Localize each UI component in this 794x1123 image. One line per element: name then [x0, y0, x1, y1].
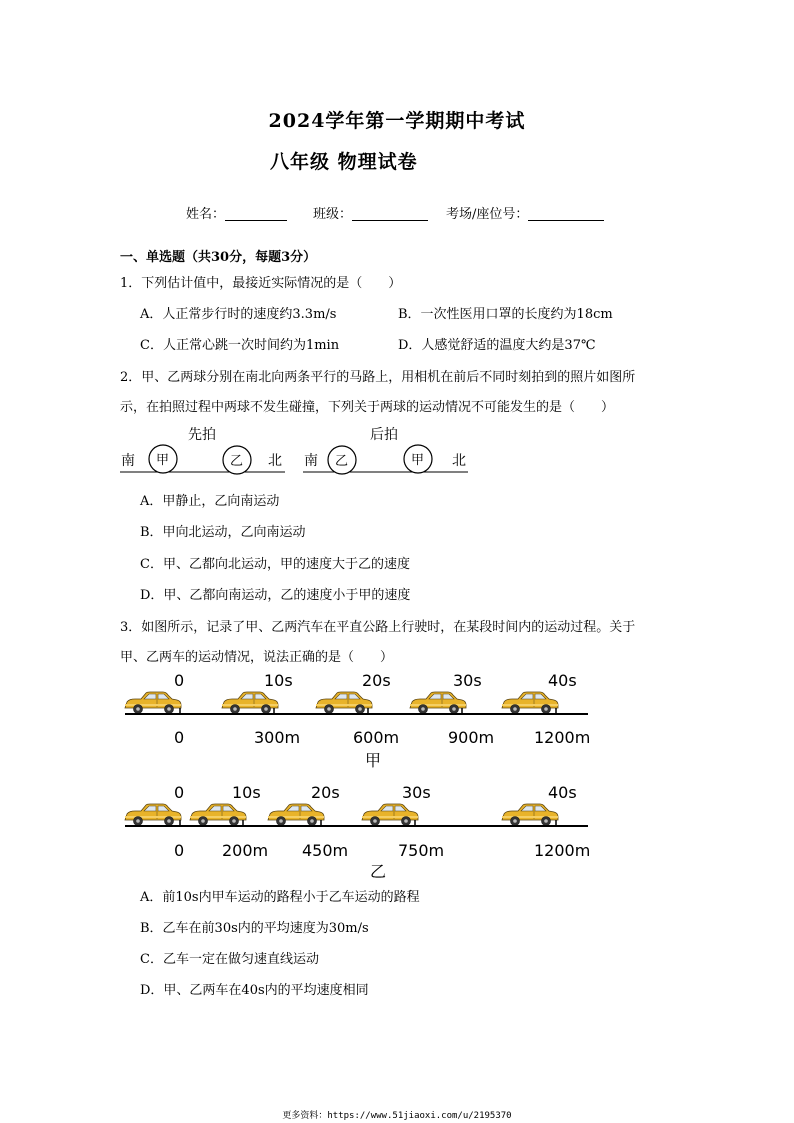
jia-car-20s	[316, 692, 372, 714]
jia-dist-1200m: 1200m	[534, 728, 591, 747]
jia-car-0	[125, 692, 181, 714]
class-label: 班级：	[313, 207, 353, 222]
q3-cars-figure	[0, 665, 794, 880]
second-photo-label: 后拍	[370, 427, 398, 443]
second-photo-north: 北	[452, 453, 466, 469]
second-photo-south: 南	[304, 453, 318, 469]
question-2-line2: 示，在拍照过程中两球不发生碰撞，下列关于两球的运动情况不可能发生的是（ ）	[120, 400, 615, 415]
q3-option-b[interactable]: B．乙车在前30s内的平均速度为30m/s	[140, 921, 369, 936]
jia-car-10s	[222, 692, 278, 714]
jia-dist-0: 0	[174, 728, 185, 747]
jia-dist-900m: 900m	[448, 728, 495, 747]
q2-option-a[interactable]: A．甲静止，乙向南运动	[140, 494, 280, 509]
footer-link[interactable]: 更多资料：https://www.51jiaoxi.com/u/2195370	[282, 1111, 512, 1121]
yi-dist-200m: 200m	[222, 841, 269, 860]
name-blank[interactable]	[225, 206, 287, 221]
jia-label: 甲	[365, 751, 382, 770]
yi-dist-0: 0	[174, 841, 185, 860]
class-field[interactable]	[313, 203, 428, 222]
yi-time-30s: 30s	[402, 783, 431, 802]
q2-option-b[interactable]: B．甲向北运动，乙向南运动	[140, 525, 306, 540]
yi-car-0	[125, 804, 181, 826]
yi-row	[125, 783, 590, 880]
q1-option-c[interactable]: C．人正常心跳一次时间约为1min	[140, 338, 340, 353]
yi-car-40s	[502, 804, 558, 826]
seat-field[interactable]	[446, 203, 604, 222]
exam-title: 2024学年第一学期期中考试	[268, 110, 526, 132]
jia-time-10s: 10s	[264, 671, 293, 690]
section-heading: 一、单选题（共30分，每题3分）	[120, 250, 317, 265]
name-field[interactable]	[186, 203, 287, 222]
jia-time-40s: 40s	[548, 671, 577, 690]
jia-car-30s	[410, 692, 466, 714]
jia-dist-300m: 300m	[254, 728, 301, 747]
class-blank[interactable]	[352, 206, 428, 221]
yi-dist-450m: 450m	[302, 841, 349, 860]
jia-car-40s	[502, 692, 558, 714]
yi-dist-750m: 750m	[398, 841, 445, 860]
yi-time-40s: 40s	[548, 783, 577, 802]
seat-label: 考场/座位号：	[446, 207, 529, 222]
jia-time-30s: 30s	[453, 671, 482, 690]
first-photo-ball-jia-text: 甲	[156, 453, 170, 468]
q3-option-a[interactable]: A．前10s内甲车运动的路程小于乙车运动的路程	[140, 890, 420, 905]
exam-subtitle: 八年级 物理试卷	[270, 151, 418, 173]
yi-label: 乙	[370, 862, 387, 880]
yi-dist-1200m: 1200m	[534, 841, 591, 860]
jia-dist-600m: 600m	[353, 728, 400, 747]
seat-blank[interactable]	[528, 206, 604, 221]
q2-balls-figure	[0, 420, 794, 480]
first-photo-label: 先拍	[188, 427, 216, 443]
yi-time-10s: 10s	[232, 783, 261, 802]
q1-option-b[interactable]: B．一次性医用口罩的长度约为18cm	[398, 307, 613, 322]
first-photo-south: 南	[121, 453, 135, 469]
question-2-line1: 2．甲、乙两球分别在南北向两条平行的马路上，用相机在前后不同时刻拍到的照片如图所	[120, 370, 636, 385]
question-3-line1: 3．如图所示，记录了甲、乙两汽车在平直公路上行驶时，在某段时间内的运动过程。关于	[120, 620, 636, 635]
q3-option-d[interactable]: D．甲、乙两车在40s内的平均速度相同	[140, 983, 369, 998]
yi-time-20s: 20s	[311, 783, 340, 802]
q1-option-d[interactable]: D．人感觉舒适的温度大约是37℃	[398, 338, 596, 353]
q3-option-c[interactable]: C．乙车一定在做匀速直线运动	[140, 952, 319, 967]
name-label: 姓名：	[186, 207, 226, 222]
q1-option-a[interactable]: A．人正常步行时的速度约3.3m/s	[140, 307, 337, 322]
q2-option-c[interactable]: C．甲、乙都向北运动，甲的速度大于乙的速度	[140, 557, 410, 572]
yi-time-0: 0	[174, 783, 185, 802]
yi-car-10s	[190, 804, 246, 826]
question-1: 1．下列估计值中，最接近实际情况的是（ ）	[120, 276, 402, 291]
jia-time-20s: 20s	[362, 671, 391, 690]
yi-car-20s	[268, 804, 324, 826]
question-3-line2: 甲、乙两车的运动情况，说法正确的是（ ）	[120, 650, 394, 665]
yi-car-30s	[362, 804, 418, 826]
q2-option-d[interactable]: D．甲、乙都向南运动，乙的速度小于甲的速度	[140, 588, 411, 603]
first-photo-north: 北	[268, 453, 282, 469]
first-photo-ball-yi-text: 乙	[230, 454, 244, 469]
second-photo-ball-yi-text: 乙	[335, 454, 349, 469]
jia-row	[125, 671, 590, 770]
jia-time-0: 0	[174, 671, 185, 690]
second-photo-ball-jia-text: 甲	[411, 453, 425, 468]
